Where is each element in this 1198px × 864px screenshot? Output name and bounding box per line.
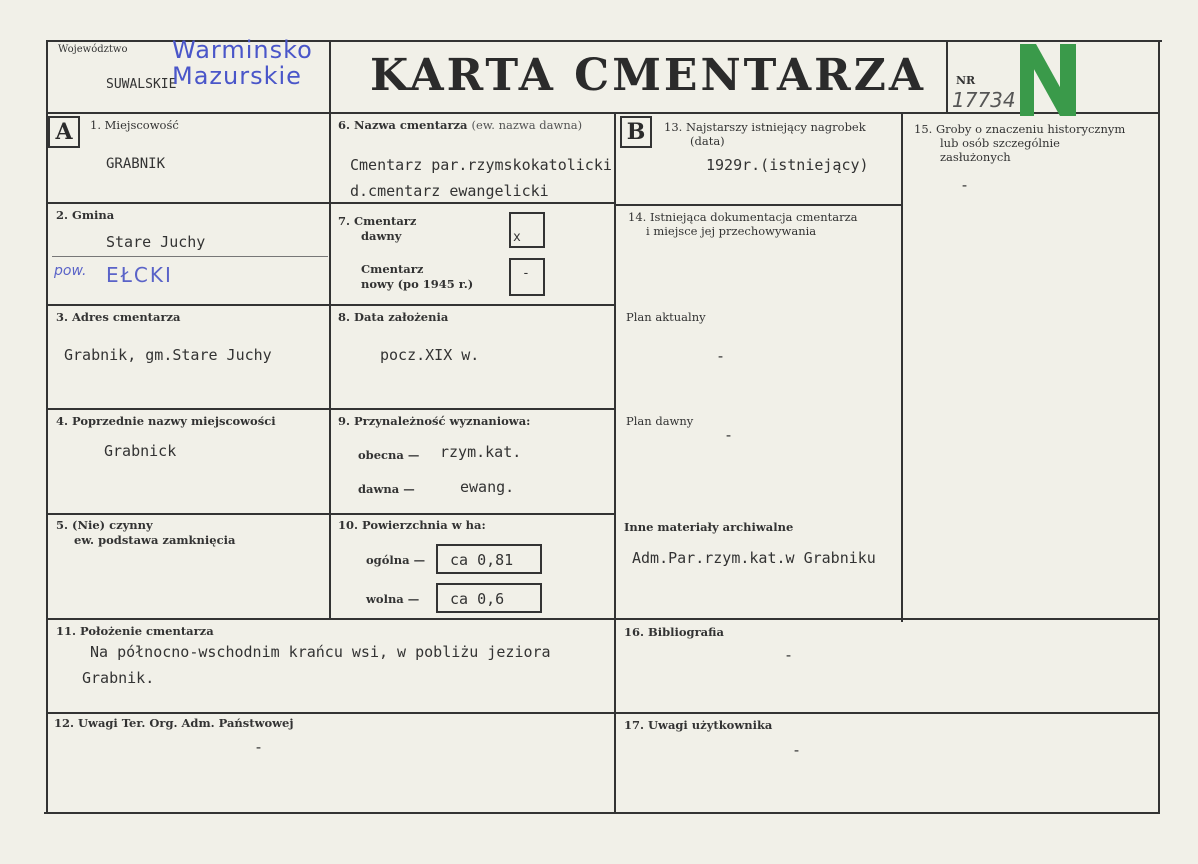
s14-label: 14. Istniejąca dokumentacja cmentarza bbox=[628, 210, 858, 224]
gmina-inner-line bbox=[52, 256, 328, 257]
frame-left bbox=[46, 40, 48, 814]
s9-obecna-value: rzym.kat. bbox=[440, 443, 522, 461]
s15-value: - bbox=[960, 176, 970, 194]
s1-label: 1. Miejscowość bbox=[90, 118, 179, 132]
s12-value: - bbox=[254, 738, 264, 756]
s10-ogolna-label: ogólna — bbox=[366, 553, 426, 567]
s2-value: Stare Juchy bbox=[106, 233, 206, 251]
s12-label: 12. Uwagi Ter. Org. Adm. Państwowej bbox=[54, 716, 294, 730]
s13-label2: (data) bbox=[690, 134, 725, 148]
s15-label3: zasłużonych bbox=[940, 150, 1011, 164]
wolna-field bbox=[436, 583, 542, 613]
plan-dawny-label: Plan dawny bbox=[626, 414, 694, 428]
plan-dawny-value: - bbox=[724, 426, 734, 444]
s11-value1: Na północno-wschodnim krańcu wsi, w pobliżu jeziora bbox=[90, 643, 551, 661]
col-divider-3 bbox=[901, 112, 903, 622]
s9-dawna-label: dawna — bbox=[358, 482, 415, 496]
s8-value: pocz.XIX w. bbox=[380, 346, 480, 364]
powiat-prefix: pow. bbox=[54, 263, 87, 279]
dawny-mark: x bbox=[513, 230, 521, 245]
s7-label-b: dawny bbox=[361, 229, 402, 243]
s6-value2: d.cmentarz ewangelicki bbox=[350, 182, 549, 200]
nowy-mark: - bbox=[522, 266, 530, 281]
row-line-5 bbox=[46, 618, 1160, 620]
wojewodztwo-value: SUWALSKIE bbox=[106, 77, 177, 92]
nowy-checkbox bbox=[509, 258, 545, 296]
s11-value2: Grabnik. bbox=[82, 669, 155, 687]
inne-value: Adm.Par.rzym.kat.w Grabniku bbox=[632, 549, 876, 567]
wojewodztwo-label: Województwo bbox=[58, 44, 128, 55]
row-line-2 bbox=[46, 304, 616, 306]
s8-label: 8. Data założenia bbox=[338, 310, 449, 324]
wolna-value: ca 0,6 bbox=[450, 590, 505, 608]
nr-value: 17734 bbox=[952, 88, 1016, 112]
s3-value: Grabnik, gm.Stare Juchy bbox=[64, 346, 272, 364]
row-line-6 bbox=[46, 712, 1160, 714]
s6-label-main: 6. Nazwa cmentarza bbox=[338, 118, 468, 132]
s7-nowy-label-b: nowy (po 1945 r.) bbox=[361, 277, 474, 291]
col-divider-2 bbox=[614, 112, 616, 812]
row-line-1 bbox=[46, 202, 616, 204]
s6-label bbox=[338, 118, 582, 132]
s9-label: 9. Przynależność wyznaniowa: bbox=[338, 414, 531, 428]
col-divider-1 bbox=[329, 40, 331, 620]
s16-label: 16. Bibliografia bbox=[624, 625, 724, 639]
ogolna-value: ca 0,81 bbox=[450, 551, 514, 569]
s16-value: - bbox=[784, 646, 794, 664]
s7-nowy-label: Cmentarz bbox=[361, 262, 424, 276]
s13-value: 1929r.(istniejący) bbox=[706, 156, 869, 174]
dawny-checkbox bbox=[509, 212, 545, 248]
inne-label: Inne materiały archiwalne bbox=[624, 520, 794, 534]
section-a-letter: A bbox=[48, 116, 80, 148]
section-b-letter: B bbox=[620, 116, 652, 148]
frame-right bbox=[1158, 40, 1160, 814]
s10-label: 10. Powierzchnia w ha: bbox=[338, 518, 486, 532]
s10-wolna-label: wolna — bbox=[366, 592, 420, 606]
powiat-value: EŁCKI bbox=[106, 263, 173, 287]
s9-dawna-value: ewang. bbox=[460, 478, 515, 496]
s15-label2: lub osób szczególnie bbox=[940, 136, 1060, 150]
header-divider bbox=[46, 112, 1160, 114]
page-title: KARTA CMENTARZA bbox=[370, 50, 926, 101]
s5-label2: ew. podstawa zamknięcia bbox=[74, 533, 236, 547]
s1-value: GRABNIK bbox=[106, 156, 166, 172]
s11-label: 11. Położenie cmentarza bbox=[56, 624, 214, 638]
green-marker-icon bbox=[1020, 44, 1076, 116]
s5-label: 5. (Nie) czynny bbox=[56, 518, 153, 532]
s4-value: Grabnick bbox=[104, 442, 177, 460]
s7-label: 7. Cmentarz bbox=[338, 214, 417, 228]
s3-label: 3. Adres cmentarza bbox=[56, 310, 181, 324]
s9-obecna-label: obecna — bbox=[358, 448, 420, 462]
s15-label: 15. Groby o znaczeniu historycznym bbox=[914, 122, 1126, 136]
s6-label-note: (ew. nazwa dawna) bbox=[471, 118, 583, 132]
s2-label: 2. Gmina bbox=[56, 208, 115, 222]
s4-label: 4. Poprzednie nazwy miejscowości bbox=[56, 414, 276, 428]
s13-label: 13. Najstarszy istniejący nagrobek bbox=[664, 120, 866, 134]
s6-value1: Cmentarz par.rzymskokatolicki bbox=[350, 156, 612, 174]
row-line-4 bbox=[46, 513, 616, 515]
stamp-line2: Mazurskie bbox=[172, 62, 302, 90]
row-line-3 bbox=[46, 408, 616, 410]
row-line-b1 bbox=[616, 204, 902, 206]
frame-bottom bbox=[44, 812, 1158, 814]
stamp-line1: Warminsko bbox=[172, 36, 313, 64]
s17-label: 17. Uwagi użytkownika bbox=[624, 718, 773, 732]
nr-divider bbox=[946, 40, 948, 114]
nr-label: NR bbox=[956, 74, 976, 87]
s17-value: - bbox=[792, 741, 802, 759]
plan-aktualny-value: - bbox=[716, 347, 726, 365]
s14-label2: i miejsce jej przechowywania bbox=[646, 224, 817, 238]
ogolna-field bbox=[436, 544, 542, 574]
plan-aktualny-label: Plan aktualny bbox=[626, 310, 706, 324]
